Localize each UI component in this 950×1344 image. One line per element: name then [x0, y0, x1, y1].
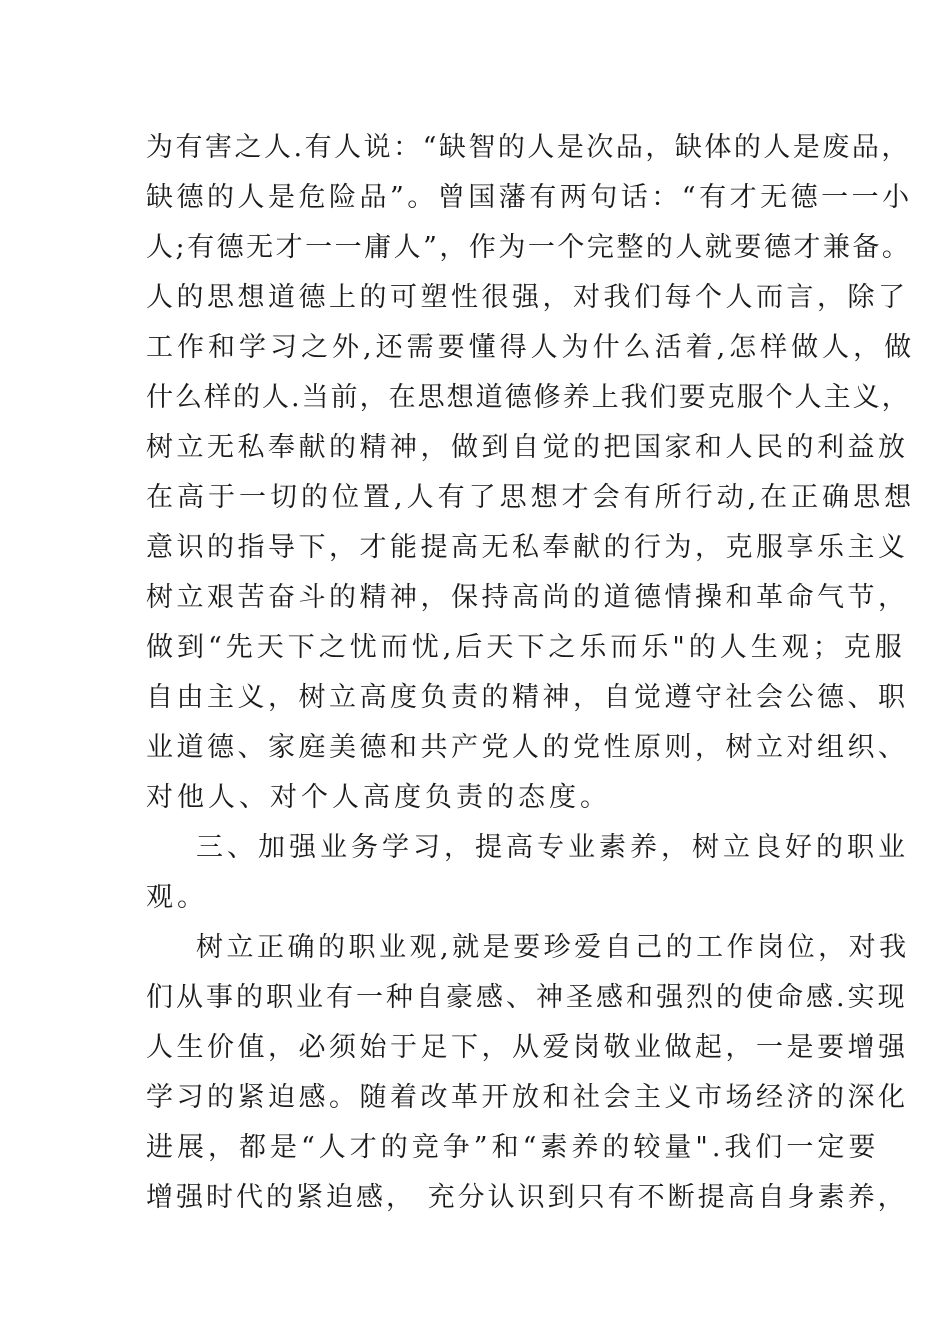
text-line: 树立艰苦奋斗的精神，保持高尚的道德情操和革命气节， — [146, 582, 909, 613]
text-line: 进展，都是“人才的竞争”和“素养的较量".我们一定要 — [146, 1132, 880, 1163]
text-line: 增强时代的紧迫感， 充分认识到只有不断提高自身素养， — [146, 1182, 908, 1213]
text-line: 为有害之人.有人说：“缺智的人是次品，缺体的人是废品， — [146, 132, 911, 163]
text-line: 对他人、对个人高度负责的态度。 — [146, 782, 611, 813]
text-line: 们从事的职业有一种自豪感、神圣感和强烈的使命感.实现 — [146, 982, 908, 1013]
text-line: 在高于一切的位置,人有了思想才会有所行动,在正确思想 — [146, 482, 916, 513]
text-line: 树立无私奉献的精神，做到自觉的把国家和人民的利益放 — [146, 432, 909, 463]
text-line: 意识的指导下，才能提高无私奉献的行为，克服享乐主义 — [146, 532, 909, 563]
text-line: 人生价值，必须始于足下，从爱岗敬业做起，一是要增强 — [146, 1032, 909, 1063]
text-line: 什么样的人.当前，在思想道德修养上我们要克服个人主义， — [146, 382, 911, 413]
text-line: 人;有德无才一一庸人”，作为一个完整的人就要德才兼备。 — [146, 232, 912, 263]
text-line: 业道德、家庭美德和共产党人的党性原则，树立对组织、 — [146, 732, 909, 763]
text-line: 人的思想道德上的可塑性很强，对我们每个人而言，除了 — [146, 282, 909, 313]
text-line: 工作和学习之外,还需要懂得人为什么活着,怎样做人，做 — [146, 332, 916, 363]
text-line: 缺德的人是危险品”。曾国藩有两句话：“有才无德一一小 — [146, 182, 913, 213]
text-line: 做到“先天下之忧而忧,后天下之乐而乐"的人生观；克服 — [146, 632, 906, 663]
section-heading: 三、加强业务学习，提高专业素养，树立良好的职业 — [196, 832, 909, 863]
text-line: 自由主义，树立高度负责的精神，自觉遵守社会公德、职 — [146, 682, 909, 713]
section-heading-continuation: 观。 — [146, 882, 208, 913]
text-line: 学习的紧迫感。随着改革开放和社会主义市场经济的深化 — [146, 1082, 909, 1113]
paragraph-start: 树立正确的职业观,就是要珍爱自己的工作岗位，对我 — [196, 932, 910, 963]
